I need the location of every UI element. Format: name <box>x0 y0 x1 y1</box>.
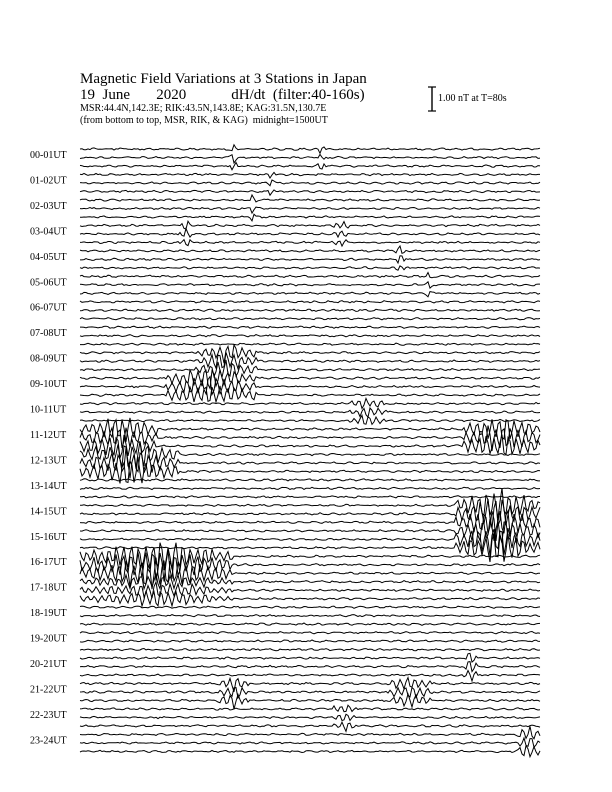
trace-kag-01-02ut <box>80 172 540 178</box>
trace-msr-22-23ut <box>80 722 540 731</box>
trace-kag-07-08ut <box>80 326 540 328</box>
trace-kag-00-01ut <box>80 145 540 154</box>
scale-label: 1.00 nT at T=80s <box>438 93 507 104</box>
trace-rik-21-22ut <box>80 688 540 699</box>
trace-rik-03-04ut <box>80 229 540 238</box>
hour-row-label: 00-01UT <box>30 150 67 161</box>
trace-rik-10-11ut <box>80 408 540 417</box>
hour-row-label: 20-21UT <box>30 659 67 670</box>
hour-row-label: 15-16UT <box>30 531 67 543</box>
trace-kag-22-23ut <box>80 705 540 712</box>
trace-kag-20-21ut <box>80 653 540 662</box>
trace-rik-07-08ut <box>80 335 540 337</box>
hour-row-label: 04-05UT <box>30 251 67 263</box>
date-month: June <box>102 87 130 103</box>
date-day: 19 <box>80 87 95 103</box>
trace-msr-07-08ut <box>80 343 540 345</box>
trace-rik-05-06ut <box>80 282 540 288</box>
trace-kag-10-11ut <box>80 398 540 408</box>
trace-msr-21-22ut <box>80 694 540 709</box>
trace-msr-02-03ut <box>80 214 540 221</box>
date-year: 2020 <box>156 87 187 103</box>
trace-msr-19-20ut <box>80 649 540 651</box>
trace-rik-08-09ut <box>80 352 540 368</box>
trace-kag-19-20ut <box>80 632 540 634</box>
trace-kag-05-06ut <box>80 273 540 278</box>
hour-row-label: 16-17UT <box>30 557 67 569</box>
hour-row-label: 21-22UT <box>30 684 67 696</box>
hour-row-label: 01-02UT <box>30 175 67 187</box>
trace-rik-06-07ut <box>80 309 540 311</box>
hour-row-label: 12-13UT <box>30 455 67 467</box>
hour-row-label: 19-20UT <box>30 633 67 645</box>
trace-rik-17-18ut <box>80 582 540 598</box>
station-order-note: (from bottom to top, MSR, RIK, & KAG) <box>80 115 248 126</box>
trace-kag-02-03ut <box>80 195 540 202</box>
trace-msr-13-14ut <box>80 496 540 498</box>
trace-kag-13-14ut <box>80 479 540 481</box>
trace-rik-15-16ut <box>80 528 540 556</box>
trace-msr-23-24ut <box>80 746 540 757</box>
trace-kag-21-22ut <box>80 678 540 692</box>
station-coordinates: MSR:44.4N,142.3E; RIK:43.5N,143.8E; KAG:31.5N,130.7E <box>80 103 327 114</box>
trace-kag-17-18ut <box>80 574 540 589</box>
trace-msr-03-04ut <box>80 240 540 247</box>
hour-row-label: 05-06UT <box>30 277 67 289</box>
trace-rik-19-20ut <box>80 640 540 642</box>
trace-msr-09-10ut <box>80 386 540 402</box>
trace-kag-12-13ut <box>80 441 540 468</box>
filter-label: (filter:40-160s) <box>272 87 365 103</box>
hour-row-label: 13-14UT <box>30 480 67 492</box>
trace-msr-06-07ut <box>80 318 540 320</box>
hour-row-label: 11-12UT <box>30 429 67 441</box>
hour-row-label: 17-18UT <box>30 582 67 594</box>
hour-row-label: 06-07UT <box>30 302 67 314</box>
hour-row-label: 03-04UT <box>30 226 67 238</box>
trace-msr-18-19ut <box>80 623 540 625</box>
trace-kag-03-04ut <box>80 221 540 229</box>
hour-row-label: 14-15UT <box>30 506 67 518</box>
trace-kag-06-07ut <box>80 301 540 303</box>
hour-row-label: 23-24UT <box>30 735 67 747</box>
trace-rik-16-17ut <box>80 551 540 582</box>
trace-msr-17-18ut <box>80 591 540 606</box>
trace-msr-05-06ut <box>80 292 540 297</box>
chart-title: Magnetic Field Variations at 3 Stations in Japan <box>80 71 367 87</box>
quantity-label: dH/dt <box>231 87 266 103</box>
trace-msr-00-01ut <box>80 162 540 169</box>
hour-row-label: 07-08UT <box>30 328 67 340</box>
hour-row-label: 22-23UT <box>30 709 67 721</box>
trace-kag-23-24ut <box>80 726 540 739</box>
hour-row-label: 08-09UT <box>30 353 67 365</box>
trace-rik-20-21ut <box>80 662 540 672</box>
trace-kag-18-19ut <box>80 606 540 608</box>
trace-msr-01-02ut <box>80 190 540 195</box>
trace-rik-00-01ut <box>80 154 540 163</box>
trace-rik-22-23ut <box>80 714 540 720</box>
midnight-note: midnight=1500UT <box>252 115 328 126</box>
hour-row-label: 09-10UT <box>30 379 67 391</box>
trace-rik-18-19ut <box>80 615 540 617</box>
trace-msr-10-11ut <box>80 415 540 424</box>
trace-rik-02-03ut <box>80 207 540 213</box>
trace-rik-01-02ut <box>80 180 540 186</box>
trace-msr-04-05ut <box>80 266 540 270</box>
trace-msr-08-09ut <box>80 360 540 377</box>
trace-rik-13-14ut <box>80 487 540 489</box>
hour-row-label: 18-19UT <box>30 608 67 620</box>
trace-rik-23-24ut <box>80 738 540 747</box>
hour-row-label: 10-11UT <box>30 404 67 416</box>
trace-kag-04-05ut <box>80 246 540 253</box>
hour-row-label: 02-03UT <box>30 200 67 212</box>
trace-rik-04-05ut <box>80 256 540 263</box>
trace-msr-20-21ut <box>80 671 540 682</box>
